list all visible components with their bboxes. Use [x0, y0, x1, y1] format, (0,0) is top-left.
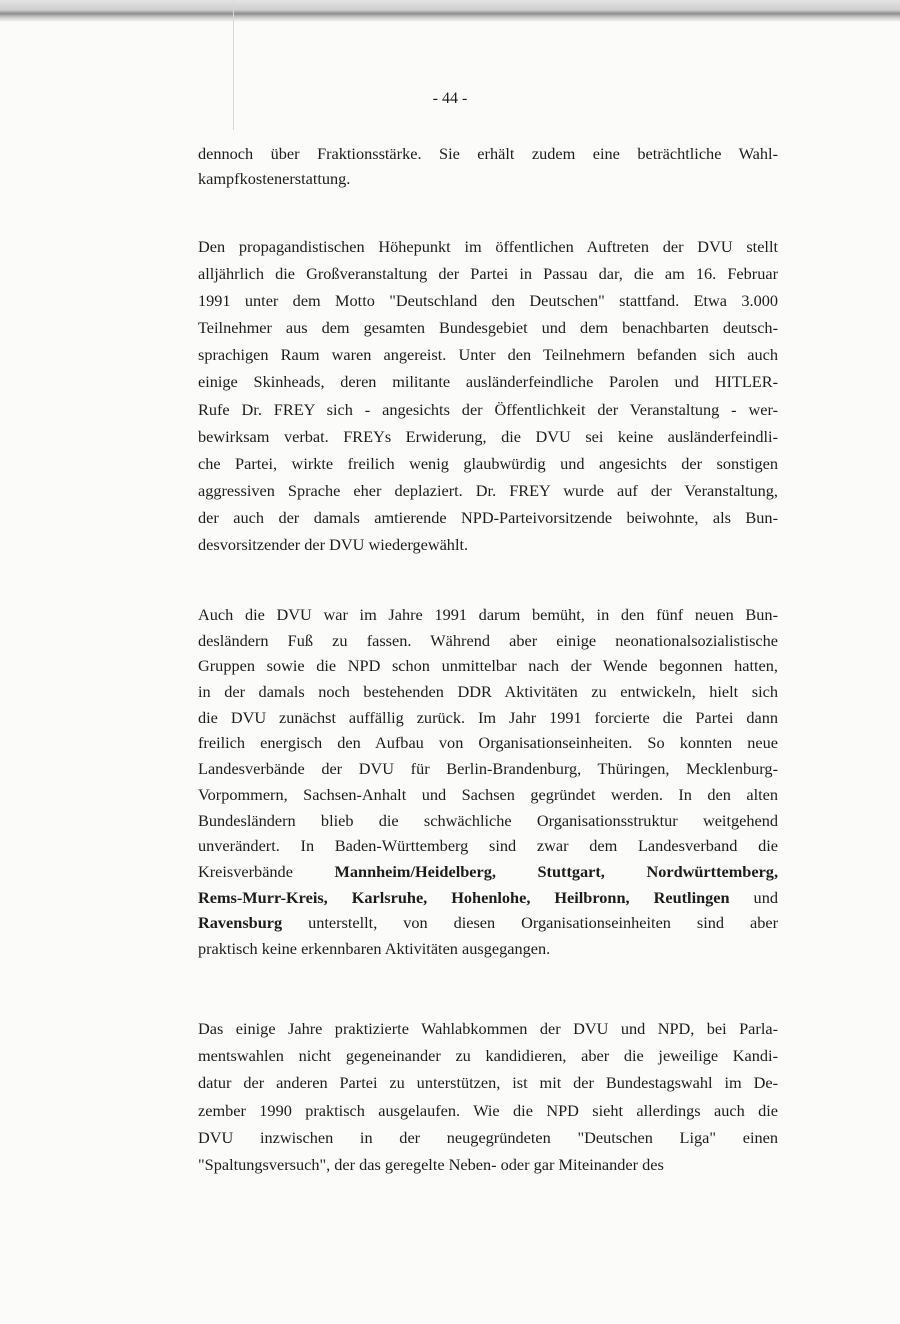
bold-text: Ravensburg [198, 913, 283, 933]
text: und [729, 887, 778, 907]
paragraph-3 [198, 602, 778, 962]
text: desländern Fuß zu fassen. Während aber einige neonationalsozialistische [198, 630, 778, 650]
text: unterstellt, von diesen Organisationseinheiten sind aber [282, 913, 778, 933]
text: in der damals noch bestehenden DDR Aktivitäten zu entwickeln, hielt sich [198, 682, 778, 702]
text-line [198, 885, 778, 911]
text: aggressiven Sprache eher deplaziert. Dr. FREY wurde auf der Veranstaltung, [198, 480, 778, 500]
text: der auch der damals amtierende NPD-Parteivorsitzende beiwohnte, als Bun- [198, 507, 778, 527]
text-line [198, 477, 778, 504]
scan-artifact-line [233, 0, 234, 130]
text: Das einige Jahre praktizierte Wahlabkommen der DVU und NPD, bei Parla- [198, 1019, 778, 1038]
text-line [198, 705, 778, 731]
text-line [198, 1151, 778, 1178]
text: kampfkostenerstattung. [198, 169, 351, 188]
text: Gruppen sowie die NPD schon unmittelbar nach der Wende begonnen hatten, [198, 656, 778, 676]
text: alljährlich die Großveranstaltung der Partei in Passau dar, die am 16. Februar [198, 264, 778, 284]
text: Rufe Dr. FREY sich - angesichts der Öffentlichkeit der Veranstaltung - wer- [198, 399, 778, 419]
text: freilich energisch den Aufbau von Organisationseinheiten. So konnten neue [198, 733, 778, 753]
scan-shadow [0, 0, 900, 22]
text-line [198, 730, 778, 756]
text: Den propagandistischen Höhepunkt im öffentlichen Auftreten der DVU stellt [198, 237, 778, 256]
text: sprachigen Raum waren angereist. Unter den Teilnehmern befanden sich auch [198, 345, 778, 365]
text-line [198, 368, 778, 395]
text-line [198, 450, 778, 477]
text: Kreisverbände [198, 861, 335, 881]
text: Auch die DVU war im Jahre 1991 darum bemüht, in den fünf neuen Bun- [198, 605, 778, 624]
text: Vorpommern, Sachsen-Anhalt und Sachsen gegründet werden. In den alten [198, 784, 778, 804]
text: DVU inzwischen in der neugegründeten "Deutschen Liga" einen [198, 1127, 778, 1147]
text: bewirksam verbat. FREYs Erwiderung, die DVU sei keine ausländerfeindli- [198, 426, 778, 446]
text-line [198, 808, 778, 834]
text-line [198, 1015, 778, 1042]
paragraph-4 [198, 1015, 778, 1178]
text: mentswahlen nicht gegeneinander zu kandidieren, aber die jeweilige Kandi- [198, 1046, 778, 1066]
text-line [198, 287, 778, 314]
text: zember 1990 praktisch ausgelaufen. Wie die NPD sieht allerdings auch die [198, 1100, 778, 1120]
text-line [198, 504, 778, 531]
text: desvorsitzender der DVU wiedergewählt. [198, 535, 469, 555]
paragraph-2 [198, 233, 778, 558]
text: praktisch keine erkennbaren Aktivitäten ausgegangen. [198, 938, 551, 958]
text-line [198, 833, 778, 859]
text: einige Skinheads, deren militante ausländerfeindliche Parolen und HITLER- [198, 372, 778, 392]
page-number: - 44 - [432, 90, 468, 107]
text-line [198, 782, 778, 808]
text: che Partei, wirkte freilich wenig glaubwürdig und angesichts der sonstigen [198, 453, 778, 473]
text-line [198, 1042, 778, 1069]
text-line [198, 859, 778, 885]
bold-text: Mannheim/Heidelberg, Stuttgart, Nordwürttemberg, [334, 861, 779, 881]
text-line [198, 628, 778, 654]
text-line [198, 602, 778, 628]
text-line [198, 1097, 778, 1124]
text-line [198, 141, 778, 166]
text: dennoch über Fraktionsstärke. Sie erhält zudem eine beträchtliche Wahl- [198, 144, 778, 163]
text-line [198, 314, 778, 341]
text: "Spaltungsversuch", der das geregelte Neben- oder gar Miteinander des [198, 1154, 664, 1174]
text-line [198, 260, 778, 287]
text: unverändert. In Baden-Württemberg sind zwar dem Landesverband die [198, 836, 778, 856]
text-line [198, 341, 778, 368]
text-line [198, 653, 778, 679]
text-line [198, 679, 778, 705]
bold-text: Rems-Murr-Kreis, Karlsruhe, Hohenlohe, Heilbronn, Reutlingen [198, 887, 730, 907]
text-line [198, 396, 778, 423]
paragraph-1 [198, 141, 778, 191]
text-line [198, 531, 778, 558]
text: Bundesländern blieb die schwächliche Organisationsstruktur weitgehend [198, 810, 778, 830]
text-line [198, 1124, 778, 1151]
text: 1991 unter dem Motto "Deutschland den Deutschen" stattfand. Etwa 3.000 [198, 291, 778, 311]
text-line [198, 1069, 778, 1096]
text-line [198, 936, 778, 962]
text-line [198, 910, 778, 936]
text: datur der anderen Partei zu unterstützen, ist mit der Bundestagswahl im De- [198, 1073, 778, 1093]
text: Teilnehmer aus dem gesamten Bundesgebiet und dem benachbarten deutsch- [198, 318, 778, 338]
text-line [198, 756, 778, 782]
text-line [198, 166, 778, 191]
text-line [198, 423, 778, 450]
text: die DVU zunächst auffällig zurück. Im Jahr 1991 forcierte die Partei dann [198, 707, 778, 727]
text-line [198, 233, 778, 260]
text: Landesverbände der DVU für Berlin-Brandenburg, Thüringen, Mecklenburg- [198, 759, 778, 779]
